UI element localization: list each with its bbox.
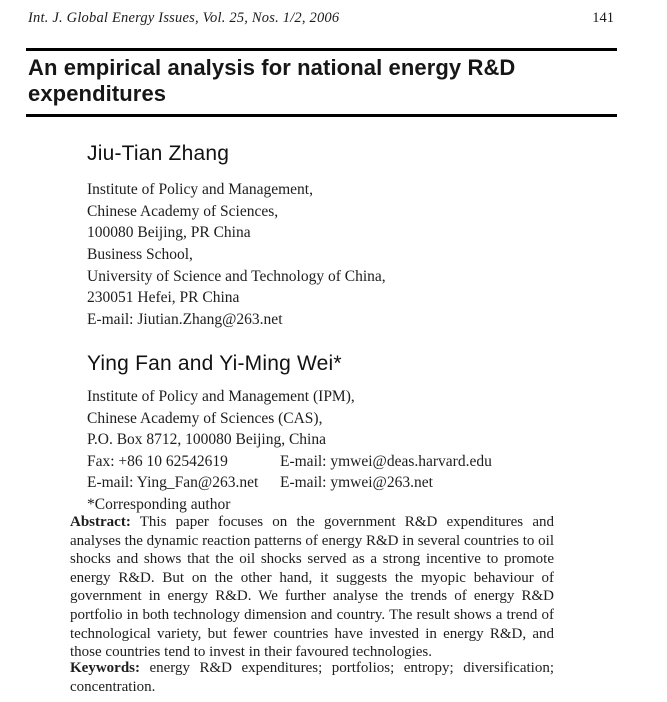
affiliation-line: P.O. Box 8712, 100080 Beijing, China <box>87 431 326 449</box>
journal-reference: Int. J. Global Energy Issues, Vol. 25, Nos. 1/2, 2006 <box>28 10 340 26</box>
fax-number: Fax: +86 10 62542619 <box>87 452 228 470</box>
contact-row-emails <box>87 472 492 494</box>
corresponding-author-note: *Corresponding author <box>87 495 231 513</box>
keywords-label: Keywords: <box>70 660 140 676</box>
affiliation-line: Chinese Academy of Sciences, <box>87 202 279 220</box>
email-harvard: E-mail: ymwei@deas.harvard.edu <box>280 452 492 470</box>
email-wei-263: E-mail: ymwei@263.net <box>280 474 433 492</box>
abstract <box>70 513 554 662</box>
abstract-label: Abstract: <box>70 514 131 530</box>
affiliation-line: Institute of Policy and Management (IPM), <box>87 388 355 405</box>
author-name-zhang: Jiu-Tian Zhang <box>87 142 230 165</box>
title-rule-bottom <box>26 114 617 117</box>
affiliation-line: 230051 Hefei, PR China <box>87 289 240 307</box>
email-fan: E-mail: Ying_Fan@263.net <box>87 474 259 492</box>
affiliation-line: 100080 Beijing, PR China <box>87 224 251 242</box>
email-line: E-mail: Jiutian.Zhang@263.net <box>87 310 283 328</box>
keywords <box>70 659 554 696</box>
affiliation-line: Institute of Policy and Management, <box>87 181 313 198</box>
affiliation-line: Business School, <box>87 246 193 263</box>
running-head <box>28 10 614 27</box>
author-name-fan-wei: Ying Fan and Yi-Ming Wei* <box>87 352 342 375</box>
affiliation-zhang-ipm <box>87 179 313 244</box>
contact-row-fax <box>87 451 492 473</box>
keywords-text: energy R&D expenditures; portfolios; entropy; diversification; concentration. <box>70 660 554 695</box>
affiliation-zhang-ustc <box>87 244 386 330</box>
page-number: 141 <box>592 10 614 26</box>
title-rule-top <box>26 48 617 51</box>
affiliation-line: Chinese Academy of Sciences (CAS), <box>87 409 323 427</box>
affiliation-line: University of Science and Technology of China, <box>87 267 386 285</box>
affiliation-fan-wei <box>87 386 492 516</box>
paper-title: An empirical analysis for national energy R&D expenditures <box>28 55 516 106</box>
abstract-text: This paper focuses on the government R&D expenditures and analyses the dynamic reaction patterns of energy R&D in several countries to oil shocks and shows that the oil shocks served as a strong incentive to promote energy R&D. But on the other hand, it suggests the myopic behaviour of government in energy R&D. We further analyse the trends of energy R&D portfolio in both technology dimension and country. The result shows a trend of technological variety, but fewer countries have invested in energy R&D, and those countries tend to invest in their favoured technologies. <box>70 514 554 661</box>
